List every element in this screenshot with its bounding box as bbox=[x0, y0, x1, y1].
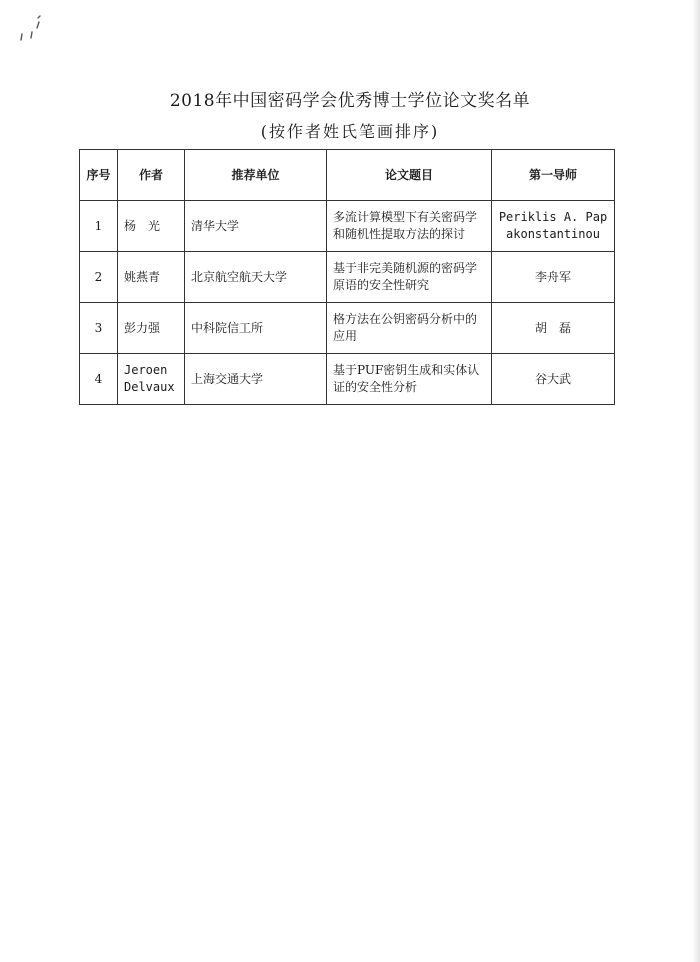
header-thesis: 论文题目 bbox=[327, 150, 492, 201]
cell-advisor: 李舟军 bbox=[492, 252, 615, 303]
cell-advisor: Periklis A. Papakonstantinou bbox=[492, 201, 615, 252]
table-row bbox=[80, 303, 615, 354]
cell-no: 3 bbox=[80, 303, 118, 354]
cell-advisor: 胡 磊 bbox=[492, 303, 615, 354]
cell-thesis: 格方法在公钥密码分析中的应用 bbox=[327, 303, 492, 354]
document-title: 2018年中国密码学会优秀博士学位论文奖名单 bbox=[169, 91, 531, 111]
cell-author: 彭力强 bbox=[118, 303, 185, 354]
cell-unit: 北京航空航天大学 bbox=[185, 252, 327, 303]
cell-author: 杨 光 bbox=[118, 201, 185, 252]
cell-thesis: 基于非完美随机源的密码学原语的安全性研究 bbox=[327, 252, 492, 303]
cell-thesis: 多流计算模型下有关密码学和随机性提取方法的探讨 bbox=[327, 201, 492, 252]
cell-unit: 中科院信工所 bbox=[185, 303, 327, 354]
header-no: 序号 bbox=[80, 150, 118, 201]
award-table bbox=[79, 149, 615, 405]
scan-edge-shadow bbox=[692, 0, 700, 962]
scan-mark-icon bbox=[18, 14, 46, 44]
cell-no: 1 bbox=[80, 201, 118, 252]
table-header-row bbox=[80, 150, 615, 201]
cell-author: 姚燕青 bbox=[118, 252, 185, 303]
cell-author: Jeroen Delvaux bbox=[118, 354, 185, 405]
header-unit: 推荐单位 bbox=[185, 150, 327, 201]
cell-advisor: 谷大武 bbox=[492, 354, 615, 405]
table-row bbox=[80, 252, 615, 303]
document-subtitle: (按作者姓氏笔画排序) bbox=[260, 122, 440, 141]
cell-unit: 清华大学 bbox=[185, 201, 327, 252]
table-row bbox=[80, 201, 615, 252]
table-row bbox=[80, 354, 615, 405]
header-author: 作者 bbox=[118, 150, 185, 201]
header-advisor: 第一导师 bbox=[492, 150, 615, 201]
cell-no: 4 bbox=[80, 354, 118, 405]
cell-thesis: 基于PUF密钥生成和实体认证的安全性分析 bbox=[327, 354, 492, 405]
cell-unit: 上海交通大学 bbox=[185, 354, 327, 405]
cell-no: 2 bbox=[80, 252, 118, 303]
